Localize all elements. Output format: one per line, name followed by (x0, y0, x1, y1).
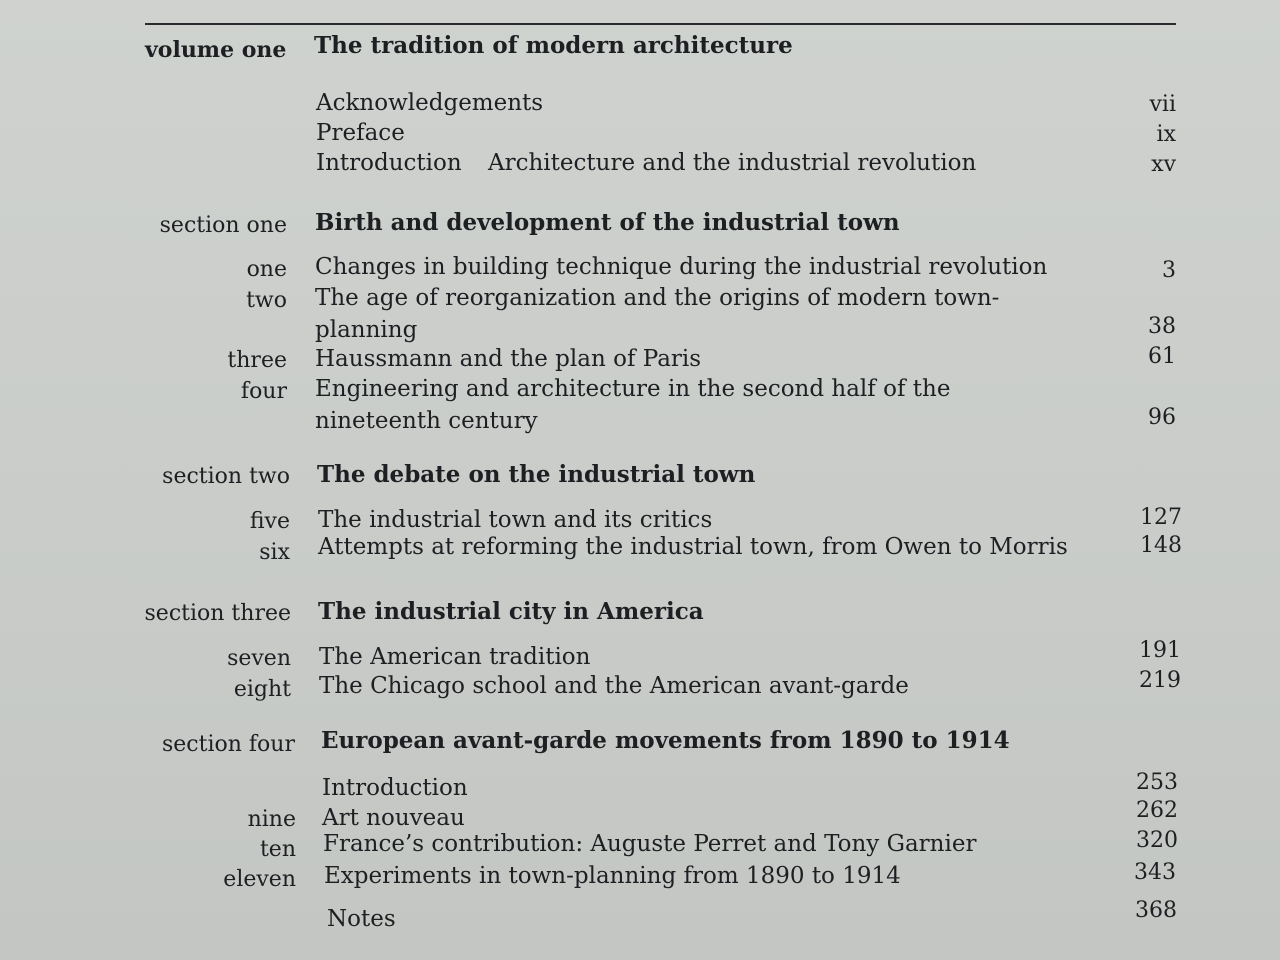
chapter-page: 96 (1148, 405, 1176, 430)
top-rule (145, 23, 1176, 25)
chapter-title: Experiments in town-planning from 1890 to 1914 (324, 863, 901, 889)
chapter-number: ten (259, 837, 296, 862)
chapter-page: 320 (1136, 828, 1178, 853)
chapter-number: eight (233, 677, 291, 702)
chapter-page: 253 (1136, 770, 1178, 795)
chapter-title: France’s contribution: Auguste Perret and Tony Garnier (323, 831, 977, 857)
chapter-page: 61 (1148, 344, 1176, 369)
chapter-page: 3 (1162, 258, 1176, 283)
toc-entry-page: vii (1149, 92, 1176, 117)
chapter-number: six (259, 540, 290, 565)
chapter-title-continued: planning (315, 317, 418, 343)
chapter-title: The industrial town and its critics (318, 507, 713, 533)
chapter-number: eleven (223, 867, 296, 892)
chapter-page: 148 (1140, 533, 1182, 558)
section-title: The industrial city in America (318, 598, 704, 625)
chapter-number: five (249, 509, 290, 534)
chapter-title: Introduction (322, 775, 468, 801)
section-label: section three (144, 601, 291, 626)
toc-entry-subtitle: Architecture and the industrial revolution (488, 150, 977, 176)
chapter-page: 343 (1134, 860, 1176, 885)
chapter-page: 219 (1139, 668, 1181, 693)
chapter-title: The Chicago school and the American avant-garde (319, 673, 909, 699)
chapter-title: Changes in building technique during the industrial revolution (315, 254, 1048, 280)
chapter-page: 262 (1136, 798, 1178, 823)
chapter-title: Engineering and architecture in the second half of the (315, 376, 951, 402)
section-title: The debate on the industrial town (317, 461, 756, 488)
chapter-number: two (246, 288, 287, 313)
chapter-title-continued: nineteenth century (315, 408, 538, 434)
section-label: section four (162, 732, 295, 757)
toc-entry-title: Preface (316, 120, 405, 146)
section-label: section one (159, 213, 287, 238)
chapter-number: three (227, 348, 287, 373)
chapter-number: one (246, 257, 287, 282)
chapter-title: Attempts at reforming the industrial town, from Owen to Morris (318, 534, 1068, 560)
volume-title: The tradition of modern architecture (314, 32, 793, 59)
section-title: Birth and development of the industrial town (315, 209, 900, 236)
chapter-page: 38 (1148, 314, 1176, 339)
chapter-title: Art nouveau (322, 805, 465, 831)
chapter-number: nine (247, 807, 296, 832)
chapter-title: The age of reorganization and the origins of modern town- (315, 285, 1000, 311)
notes-title: Notes (327, 906, 396, 932)
section-title: European avant-garde movements from 1890 to 1914 (321, 727, 1010, 754)
toc-entry-page: ix (1156, 122, 1176, 147)
toc-entry-page: xv (1151, 152, 1176, 177)
notes-page: 368 (1135, 898, 1177, 923)
chapter-page: 191 (1139, 638, 1181, 663)
volume-label: volume one (145, 37, 287, 63)
toc-entry-title: Acknowledgements (316, 90, 544, 116)
chapter-page: 127 (1140, 505, 1182, 530)
chapter-title: Haussmann and the plan of Paris (315, 346, 702, 372)
chapter-title: The American tradition (319, 644, 591, 670)
section-label: section two (162, 464, 290, 489)
toc-entry-title: Introduction (316, 150, 462, 176)
chapter-number: seven (227, 646, 291, 671)
chapter-number: four (240, 379, 287, 404)
